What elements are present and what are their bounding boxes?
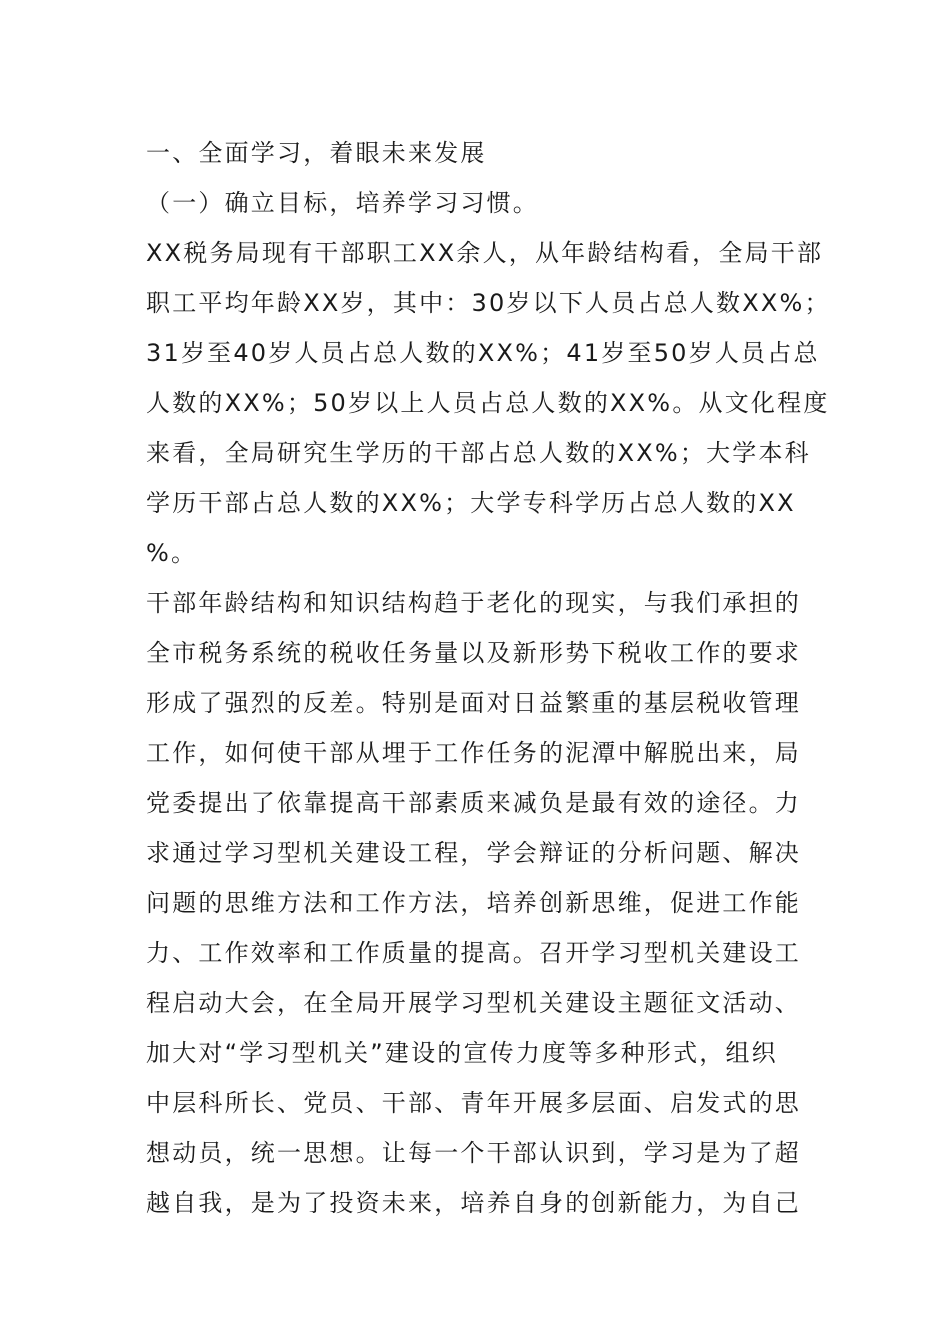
document-body — [146, 128, 831, 1228]
text-line: 形成了强烈的反差。特别是面对日益繁重的基层税收管理 — [146, 689, 801, 717]
text-line: %。 — [146, 539, 198, 567]
text-line: 人数的XX%；50岁以上人员占总人数的XX%。从文化程度 — [146, 389, 830, 417]
text-line: 全市税务系统的税收任务量以及新形势下税收工作的要求 — [146, 639, 801, 667]
text-line: 加大对“学习型机关”建设的宣传力度等多种形式，组织 — [146, 1039, 778, 1067]
text-line: 31岁至40岁人员占总人数的XX%；41岁至50岁人员占总 — [146, 339, 820, 367]
section-heading: 一、全面学习，着眼未来发展 — [146, 139, 487, 167]
subsection-heading: （一）确立目标，培养学习习惯。 — [146, 189, 539, 217]
text-line: 越自我，是为了投资未来，培养自身的创新能力，为自己 — [146, 1189, 801, 1217]
text-line: 工作，如何使干部从埋于工作任务的泥潭中解脱出来，局 — [146, 739, 801, 767]
text-line: 来看，全局研究生学历的干部占总人数的XX%；大学本科 — [146, 439, 811, 467]
text-line: 职工平均年龄XX岁，其中：30岁以下人员占总人数XX%； — [146, 289, 831, 317]
text-line: 干部年龄结构和知识结构趋于老化的现实，与我们承担的 — [146, 589, 801, 617]
paragraph-learning-initiative — [146, 578, 808, 1228]
text-line: XX税务局现有干部职工XX余人，从年龄结构看，全局干部 — [146, 239, 824, 267]
text-line: 中层科所长、党员、干部、青年开展多层面、启发式的思 — [146, 1089, 801, 1117]
text-line: 求通过学习型机关建设工程，学会辩证的分析问题、解决 — [146, 839, 801, 867]
text-line: 力、工作效率和工作质量的提高。召开学习型机关建设工 — [146, 939, 801, 967]
text-line: 学历干部占总人数的XX%；大学专科学历占总人数的XX — [146, 489, 796, 517]
text-line: 党委提出了依靠提高干部素质来减负是最有效的途径。力 — [146, 789, 801, 817]
text-line: 想动员，统一思想。让每一个干部认识到，学习是为了超 — [146, 1139, 801, 1167]
text-line: 问题的思维方法和工作方法，培养创新思维，促进工作能 — [146, 889, 801, 917]
text-line: 程启动大会，在全局开展学习型机关建设主题征文活动、 — [146, 989, 801, 1017]
paragraph-staff-structure — [146, 228, 831, 578]
